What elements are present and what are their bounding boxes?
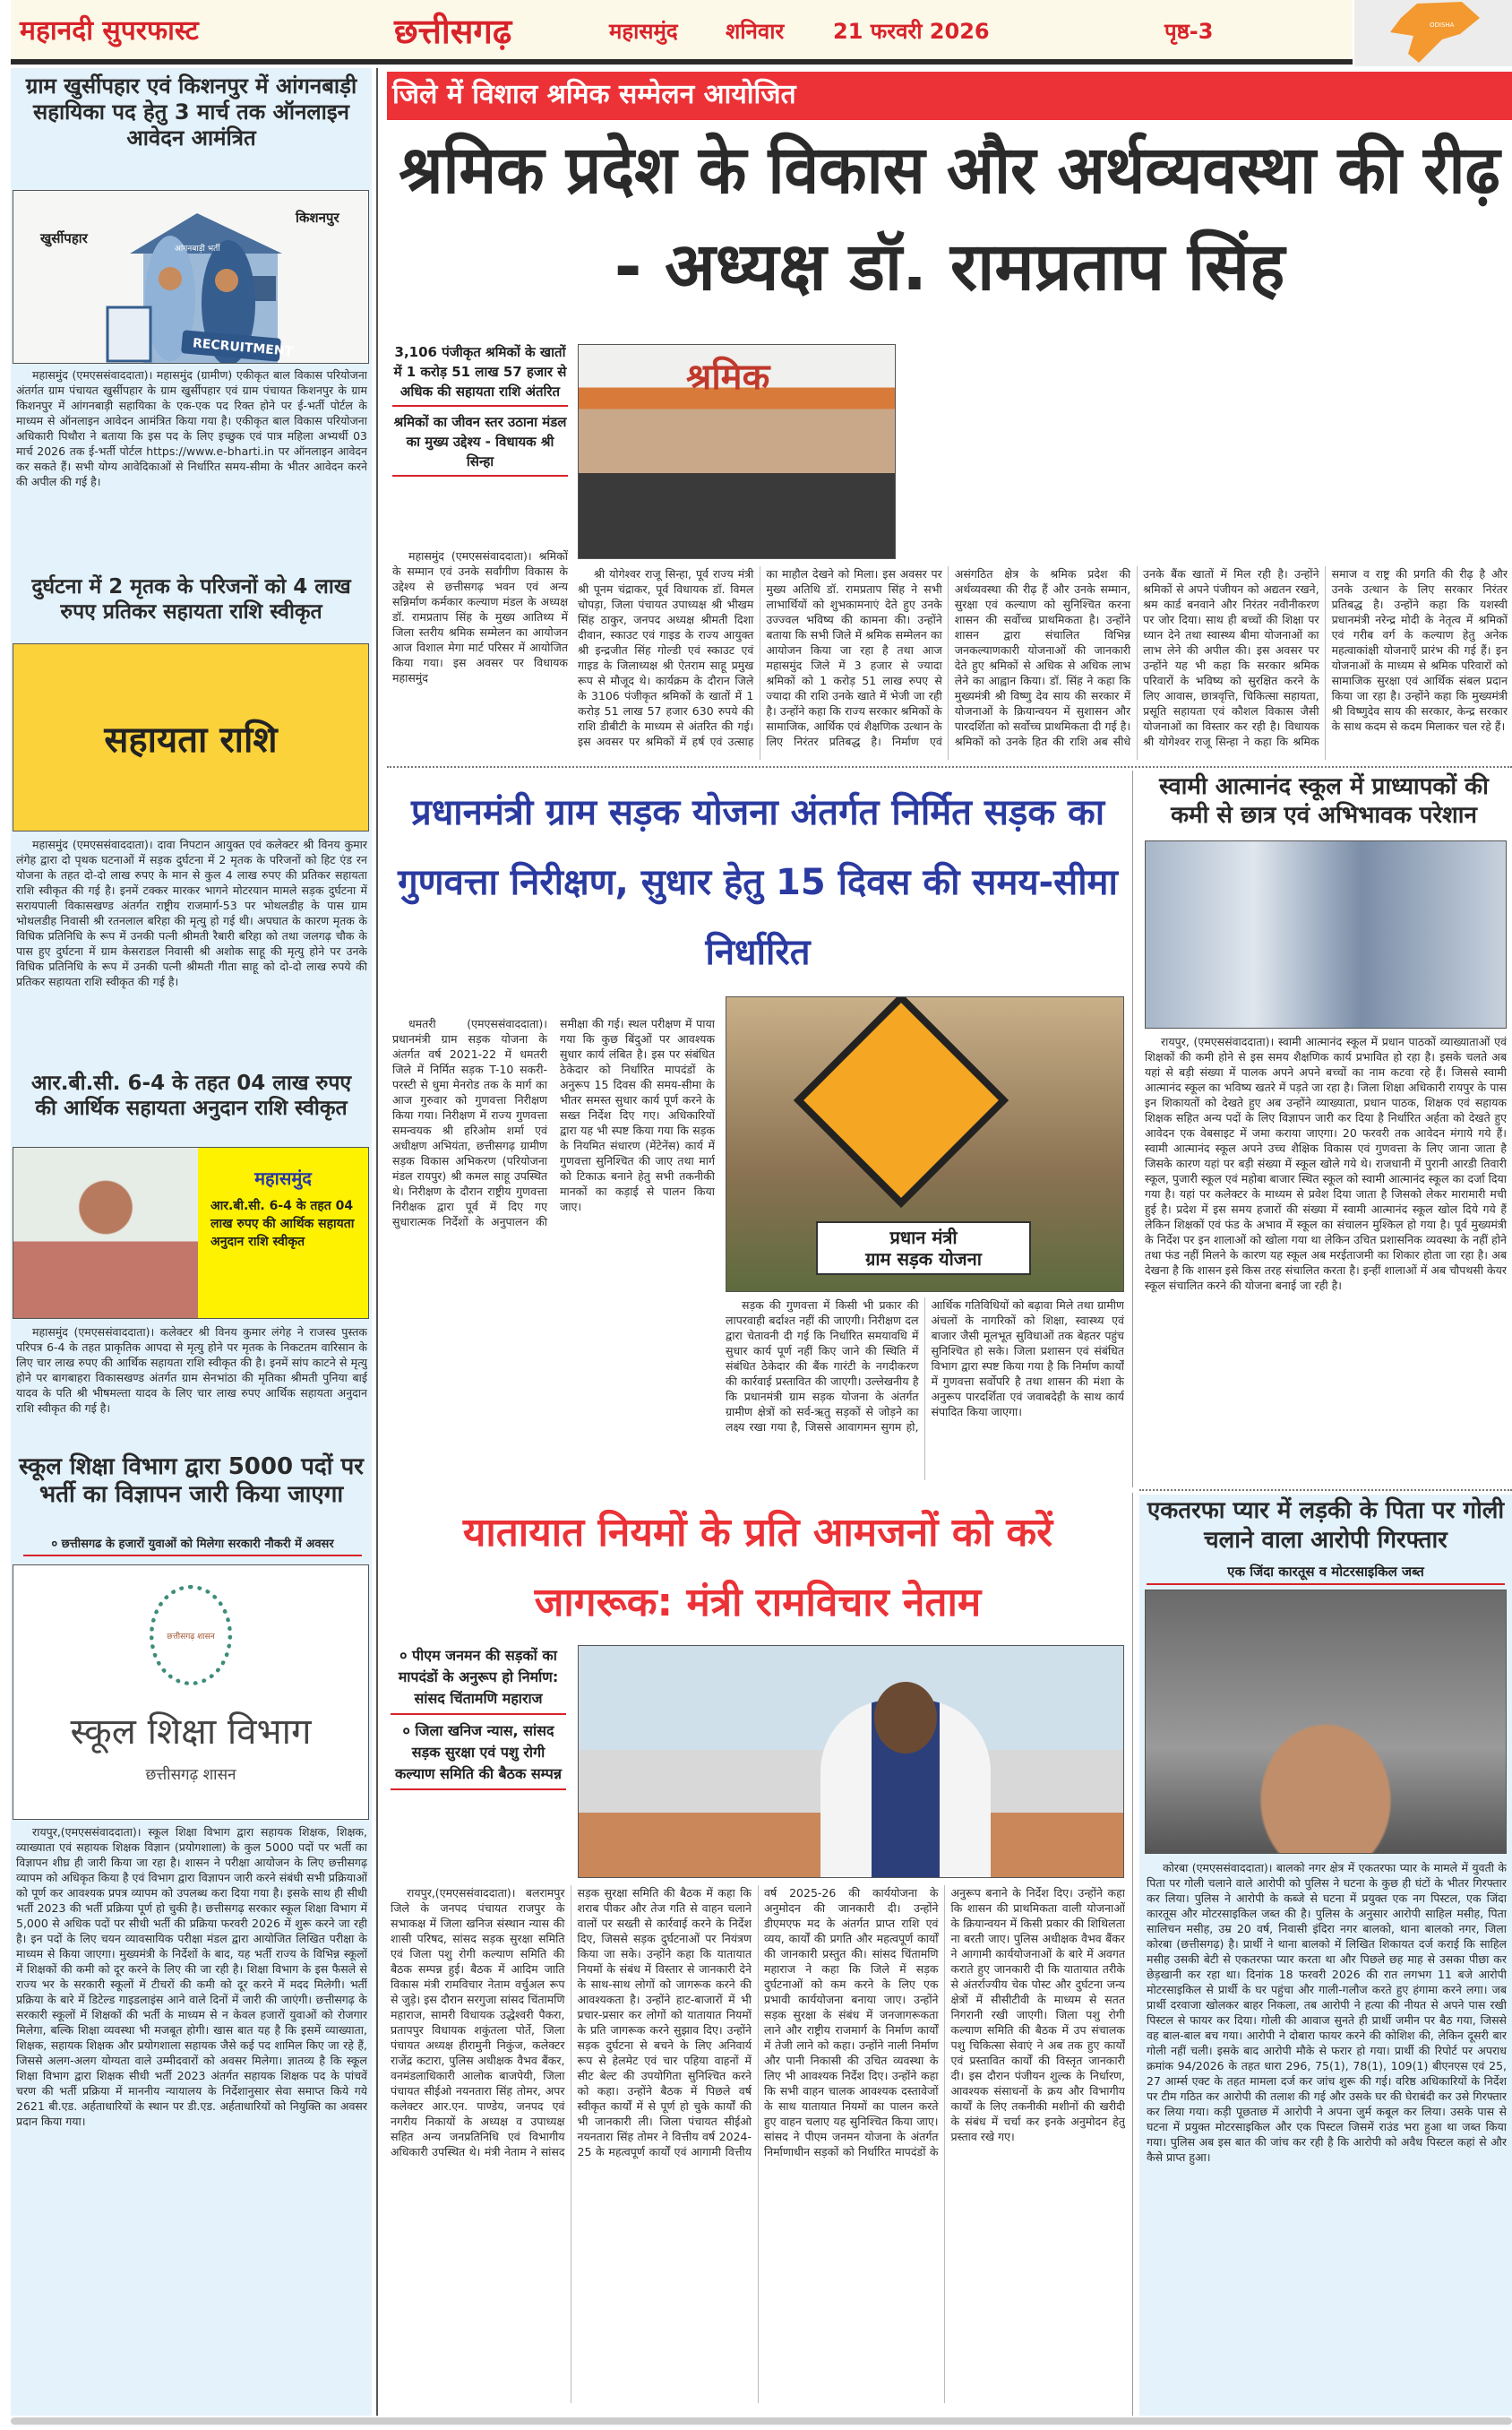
school-dept-title: स्कूल शिक्षा विभाग <box>70 1711 312 1753</box>
section-divider <box>387 766 1512 768</box>
minister-photo <box>578 1645 1124 1878</box>
collector-photo <box>13 1147 369 1319</box>
odisha-map-icon <box>1354 0 1512 66</box>
lead-subhead-2: श्रमिकों का जीवन स्तर उठाना मंडल का मुख्य उद्देश्य - विधायक श्री सिन्हा <box>392 407 568 477</box>
column-divider <box>376 68 378 2416</box>
date: 21 फरवरी 2026 <box>833 19 990 44</box>
newspaper-name: महानदी सुपरफास्ट <box>20 15 199 47</box>
accident-body: महासमुंद (एमएससंवाददाता)। दावा निपटान आयुक्त एवं कलेक्टर श्री विनय कुमार लंगेह द्वारा दो पृथक घटनाओं में सड़क दुर्घटना में 2 मृतक के परिजनों को हिट एंड रन योजना के तहत दो-दो लाख रुपए के मान से कुल 4 लाख रुपए की प्रतिकर सहायता राशि स्वीकृत की गई है। इनमें टक्कर मारकर भागने मोटरयान मामले सड़क दुर्घटना में सरायपाली विकासखण्ड अंतर्गत राष्ट्रीय राजमार्ग-53 पर भोथलडीह के पास ग्राम भोथलडीह निवासी श्री रतनलाल बरिहा की मृत्यु हो गई थी। अपघात के कारण मृतक के विधिक प्रतिनिधि के रूप में उनकी पत्नी श्रीमती रैबारी बरिहा को तथा जलगढ़ चौक के पास हुए दुर्घटना में ग्राम केसराडल निवासी श्री अशोक साहू की मृत्यु होने पर उनके विधिक प्रतिनिधि के रूप में उनकी पत्नी श्रीमती गीता साहू को दो-दो लाख रुपये की प्रतिकर सहायता राशि स्वीकृत की गई है। <box>16 838 367 988</box>
rbc-panel-title: महासमुंद <box>254 1168 312 1189</box>
header-divider <box>11 59 1353 65</box>
lead-subhead-1: 3,106 पंजीकृत श्रमिकों के खातों में 1 करोड़ 51 लाख 57 हजार से अधिक की सहायता राशि अंतरित <box>392 342 568 407</box>
school-recruitment-body: रायपुर,(एमएससंवाददाता)। स्कूल शिक्षा विभाग द्वारा सहायक शिक्षक, शिक्षक, व्याख्याता एवं सहायक शिक्षक विज्ञान (प्रयोगशाला) के कुल 5000 पदों पर भर्ती का विज्ञापन शीघ्र ही जारी किया जा रहा है। शासन ने परीक्षा आयोजन के लिए छत्तीसगढ़ व्यापम को अधिकृत किया है एवं विभाग द्वारा विज्ञापन जारी करने संबंधी सभी प्रक्रियाओं को पूर्ण कर आवश्यक प्रपत्र व्यापम को उपलब्ध करा दिया गया है। इसके साथ ही सीधी भर्ती 2023 की भर्ती प्रक्रिया पूर्ण हो चुकी है। छत्तीसगढ़ सरकार स्कूल शिक्षा विभाग में 5,000 से अधिक पदों पर सीधी भर्ती की प्रक्रिया फरवरी 2026 में शुरू करने जा रही है। इन पदों के लिए चयन व्यावसायिक परीक्षा मंडल द्वारा आयोजित लिखित परीक्षा के माध्यम से किया जाएगा। मुख्यमंत्री के निर्देशों के बाद, यह भर्ती राज्य के विभिन्न स्कूलों में शिक्षकों की कमी को दूर करने के लिए की जा रही है। शिक्षा विभाग के इस फैसले से राज्य भर के सरकारी स्कूलों में टीचरों की कमी को दूर करने में मदद मिलेगी। भर्ती प्रक्रिया के बारे में डिटेल्ड गाइडलाइंस आने वाले दिनों में जारी की जाएंगी। छत्तीसगढ़ के सरकारी स्कूलों में शिक्षकों की भर्ती के माध्यम से न केवल हजारों युवाओं को रोजगार मिलेगा, बल्कि शिक्षा व्यवस्था भी मजबूत होगी। खास बात यह है कि इसमें व्याख्याता, शिक्षक, सहायक शिक्षक और प्रयोगशाला सहायक जैसे कई पद शामिल किए जा रहे हैं, जिससे अलग-अलग योग्यता वाले उम्मीदवारों को अवसर मिलेगा। ज्ञातव्य है कि स्कूल शिक्षा विभाग द्वारा शिक्षक सीधी भर्ती 2023 अंतर्गत सहायक शिक्षक पद के पांचवें चरण की भर्ती प्रक्रिया में माननीय न्यायालय के निर्देशानुसार सेवा समाप्त किये गये 2621 बी.एड. अर्हताधारियों के स्थान पर डी.एड. अर्हताधारियों को नियुक्ति का अवसर प्रदान किया गया। <box>16 1825 367 2128</box>
school-body: रायपुर, (एमएससंवाददाता)। स्वामी आत्मानंद स्कूल में प्रधान पाठकों व्याख्याताओं एवं शिक्षकों की कमी होने से इस समय शैक्षणिक कार्य प्रभावित हो रहा है। इसके चलते अब यहां से बड़ी संख्या में पालक अपने अपने बच्चों का नाम कटवा रहे हैं। जिससे स्वामी आत्मानंद स्कूल का भविष्य खतरे में पड़ते जा रहा है। जिला शिक्षा अधिकारी रायपुर के पास इन शिकायतों को देखते हुए अब उन्होंने व्याख्याता, प्रधान पाठक, शिक्षक एवं सहायक शिक्षक सहित अन्य पदों के लिए विज्ञापन जारी कर दिया है निर्धारित अर्हता को देखते हुए आवेदन एक वेबसाइट में जमा कराया जाएगा। 20 फरवरी तक आवेदन मंगाये गये हैं। स्वामी आत्मानंद स्कूल अपने उच्च शैक्षिक विकास एवं गुणवत्ता के लिए जाना जाता है जिसके कारण यहां पर बड़ी संख्या में स्कूल खोले गये थे। राजधानी में पुरानी आरडी तिवारी स्कूल, पुजारी स्कूल एवं महोबा बाजार स्थित स्कूल को स्वामी आत्मानंद स्कूल का दर्जा दिया गया है। यहां पर कलेक्टर के माध्यम से प्रवेश दिया जाता है जिसको लेकर मारामारी मची हुई है। प्रदेश में इस समय हजारों की संख्या में स्वामी आत्मानंद स्कूल खोल दिये गये हैं लेकिन शिक्षकों एवं फंड के अभाव में स्कूल का संचालन मुश्किल हो गया है। पूर्व मुख्यमंत्री के निर्देश पर इन शालाओं को खोला गया था लेकिन उचित प्रशासनिक व्यवस्था के नहीं होने तथा फंड नहीं मिलने के कारण यह स्कूल अब मरईताजमी का शिकार होता जा रहा है। अब देखना है कि शासन इसे किस तरह संचालित करता है। इन्हीं शालाओं में अब चौपथसी केयर स्कूल संचालित करने की योजना बनाई जा रही है। <box>1145 1035 1507 1292</box>
road-body-2: सड़क की गुणवत्ता में किसी भी प्रकार की लापरवाही बर्दाश्त नहीं की जाएगी। निरीक्षण दल द्वारा चेतावनी दी गई कि निर्धारित समयावधि में सुधार कार्य पूर्ण नहीं किए जाने की स्थिति में संबंधित ठेकेदार की बैंक गारंटी के नगदीकरण की कार्रवाई प्रस्तावित की जाएगी। उल्लेखनीय है कि प्रधानमंत्री ग्राम सड़क योजना के अंतर्गत ग्रामीण क्षेत्रों को सर्व-ऋतु सड़कों से जोड़ने का लक्ष्य रखा गया है, जिससे आवागमन सुगम हो, आर्थिक गतिविधियों को बढ़ावा मिले तथा ग्रामीण अंचलों के नागरिकों को शिक्षा, स्वास्थ्य एवं बाजार जैसी मूलभूत सुविधाओं तक बेहतर पहुंच सुनिश्चित हो सके। जिला प्रशासन एवं संबंधित विभाग द्वारा स्पष्ट किया गया है कि निर्माण कार्यों में गुणवत्ता सर्वोपरि है तथा शासन की मंशा के अनुरूप पारदर्शिता एवं जवाबदेही के साथ कार्य संपादित किया जाएगा। <box>726 1298 1124 1434</box>
traffic-subheads <box>391 1645 566 1790</box>
lead-headline <box>394 125 1505 332</box>
warning-sign-icon <box>794 996 1009 1208</box>
rbc-panel-text: आर.बी.सी. 6-4 के तहत 04 लाख रुपए की आर्थिक सहायता अनुदान राशि स्वीकृत <box>210 1199 355 1249</box>
anganwadi-body: महासमुंद (एमएससंवाददाता)। महासमुंद (ग्रामीण) एकीकृत बाल विकास परियोजना अंतर्गत ग्राम पंचायत खुर्सीपहार के ग्राम खुर्सीपहार एवं ग्राम पंचायत किशनपुर के ग्राम किशनपुर में आंगनबाड़ी सहायिका के एक-एक पद रिक्त होने पर ई-भर्ती पोर्टल के माध्यम से ऑनलाइन आवेदन आमंत्रित किया गया है। एकीकृत बाल विकास परियोजना अधिकारी पिथौरा ने बताया कि इस पद के लिए इच्छुक एवं पात्र महिला अभ्यर्थी 03 मार्च 2026 तक ई-भर्ती पोर्टल https://www.e-bharti.in पर ऑनलाइन आवेदन कर सकते हैं। सभी योग्य आवेदिकाओं से निर्धारित समय-सीमा के भीतर आवेदन करने की अपील की गई है। <box>16 368 367 488</box>
traffic-subhead-1: ० पीएम जनमन की सड़कों का मापदंडों के अनुरूप हो निर्माण: सांसद चिंतामणि महाराज <box>391 1645 566 1715</box>
rbc-headline: आर.बी.सी. 6-4 के तहत 04 लाख रुपए की आर्थिक सहायता अनुदान राशि स्वीकृत <box>30 1072 352 1120</box>
traffic-headline-line1: यातायात नियमों के प्रति आमजनों को करें <box>462 1510 1053 1555</box>
lead-kicker: जिले में विशाल श्रमिक सम्मेलन आयोजित <box>392 79 796 110</box>
assistance-graphic-text: सहायता राशि <box>104 719 278 761</box>
pmgsy-board <box>816 1221 1031 1275</box>
lead-subheads <box>392 342 568 477</box>
column-divider <box>1132 1493 1133 2416</box>
section-divider <box>1139 1489 1512 1491</box>
lead-headline-line1: श्रमिक प्रदेश के विकास और अर्थव्यवस्था की रीढ़ <box>399 132 1500 209</box>
accident-headline: दुर्घटना में 2 मृतक के परिजनों को 4 लाख रुपए प्रतिकर सहायता राशि स्वीकृत <box>31 575 351 624</box>
traffic-body: रायपुर,(एमएससंवाददाता)। बलरामपुर जिले के जनपद पंचायत राजपुर के सभाकक्ष में जिला खनिज संस्थान न्यास की शासी परिषद, सांसद सड़क सुरक्षा समिति एवं जिला पशु रोगी कल्याण समिति की बैठक सम्पन्न हुई। बैठक में आदिम जाति विकास मंत्री रामविचार नेताम वर्चुअल रूप से जुड़े। इस दौरान सरगुजा सांसद चिंतामणि महाराज, सामरी विधायक उद्धेश्वरी पैकरा, प्रतापपुर विधायक शकुंतला पोर्ते, जिला पंचायत अध्यक्ष हीरामुनी निकुंज, कलेक्टर राजेंद्र कटारा, पुलिस अधीक्षक वैभव बैंकर, वनमंडलाधिकारी आलोक बाजपेयी, जिला पंचायत सीईओ नयनतारा सिंह तोमर, अपर कलेक्टर आर.एन. पाण्डेय, जनपद एवं नगरीय निकायों के अध्यक्ष व उपाध्यक्ष सहित अन्य जनप्रतिनिधि एवं विभागीय अधिकारी उपस्थित थे। मंत्री नेताम ने सांसद सड़क सुरक्षा समिति की बैठक में कहा कि शराब पीकर और तेज गति से वाहन चलाने वालों पर सख्ती से कार्रवाई करने के निर्देश दिए, जिससे सड़क दुर्घटनाओं पर नियंत्रण किया जा सके। उन्होंने कहा कि यातायात नियमों के संबंध में विस्तार से जानकारी देने के साथ-साथ लोगों को जागरूक करने की आवश्यकता है। उन्होंने हाट-बाजारों में भी प्रचार-प्रसार कर लोगों को यातायात नियमों के प्रति जागरूक करने सुझाव दिए। उन्होंने सड़क दुर्घटना से बचने के लिए अनिवार्य रूप से हेलमेट एवं चार पहिया वाहनों में सीट बेल्ट की उपयोगिता सुनिश्चित करने को कहा। उन्होंने बैठक में पिछले वर्ष स्वीकृत कार्यों में से पूर्ण हो चुके कार्यों की भी जानकारी ली। जिला पंचायत सीईओ नयनतारा सिंह तोमर ने वित्तीय वर्ष 2024-25 के महत्वपूर्ण कार्यों एवं आगामी वित्तीय वर्ष 2025-26 की कार्ययोजना के अनुमोदन की जानकारी दी। उन्होंने डीएमएफ मद के अंतर्गत प्राप्त राशि एवं व्यय, कार्यों की प्रगति और महत्वपूर्ण कार्यों की जानकारी प्रस्तुत की। सांसद चिंतामणि महाराज ने कहा कि जिले में सड़क दुर्घटनाओं को कम करने के लिए एक प्रभावी कार्ययोजना बनाया जाए। उन्होंने सड़क सुरक्षा के संबंध में जनजागरूकता लाने और राष्ट्रीय राजमार्ग के निर्माण कार्यों में तेजी लाने को कहा। उन्होंने नाली निर्माण और पानी निकासी की उचित व्यवस्था के लिए भी आवश्यक निर्देश दिए। उन्होंने कहा कि सभी वाहन चालक आवश्यक दस्तावेजों के साथ यातायात नियमों का पालन करते हुए वाहन चलाए यह सुनिश्चित किया जाए। सांसद ने पीएम जनमन योजना के अंतर्गत निर्माणाधीन सड़कों को निर्धारित मापदंडों के अनुरूप बनाने के निर्देश दिए। उन्होंने कहा कि शासन की प्राथमिकता वाली योजनाओं के क्रियान्वयन में किसी प्रकार की शिथिलता ना बरती जाए। पुलिस अधीक्षक वैभव बैंकर ने आगामी कार्ययोजनाओं के बारे में अवगत कराते हुए जानकारी दी कि यातायात तरीके से अंतर्राज्यीय चेक पोस्ट और दुर्घटना जन्य क्षेत्रों में सीसीटीवी के माध्यम से सतत निगरानी रखी जाएगी। जिला पशु रोगी कल्याण समिति की बैठक में उप संचालक पशु चिकित्सा सेवाएं ने अब तक हुए कार्यों एवं प्रस्तावित कार्यों की विस्तृत जानकारी दी। इस दौरान पंजीयन शुल्क के निर्धारण, आवश्यक संसाधनों के क्रय और विभागीय कार्यों के लिए तकनीकी मशीनों की खरीदी के संबंध में चर्चा कर इनके अनुमोदन हेतु प्रस्ताव रखे गए। <box>391 1886 1125 2159</box>
page-number: पृष्ठ-3 <box>1164 19 1214 44</box>
cg-emblem-icon <box>150 1585 232 1685</box>
classroom-photo <box>1145 840 1507 1029</box>
collector-image <box>13 1148 198 1318</box>
map-label: ODISHA <box>1430 22 1455 29</box>
road-body-1: धमतरी (एमएससंवाददाता)। प्रधानमंत्री ग्राम सड़क योजना के अंतर्गत वर्ष 2021-22 में धमतरी जिले में निर्मित सड़क T-10 सकरी-परस्टी से धुमा मेनरोड तक के मार्ग का आज गुरुवार को गुणवत्ता निरीक्षण किया गया। निरीक्षण में राज्य गुणवत्ता समन्वयक श्री हरिओम शर्मा एवं अधीक्षण अभियंता, छत्तीसगढ़ ग्रामीण सड़क विकास अभिकरण (परियोजना मंडल रायपुर) श्री कमल साहू उपस्थित थे। निरीक्षण के दौरान राष्ट्रीय गुणवत्ता निरीक्षक द्वारा पूर्व में दिए गए सुधारात्मक निर्देशों के अनुपालन की समीक्षा की गई। स्थल परीक्षण में पाया गया कि कुछ बिंदुओं पर आवश्यक सुधार कार्य लंबित है। इस पर संबंधित ठेकेदार को निर्धारित मापदंडों के अनुरूप 15 दिवस की समय-सीमा के भीतर समस्त सुधार कार्य पूर्ण करने के सख्त निर्देश दिए गए। अधिकारियों द्वारा यह भी स्पष्ट किया गया कि सड़क के नियमित संधारण (मेंटेनेंस) कार्य में गुणवत्ता सुनिश्चित की जाए तथा मार्ग को टिकाऊ बनाने हेतु सभी तकनीकी मानकों का कड़ाई से पालन किया जाए। <box>392 1017 715 1228</box>
crime-body: कोरबा (एमएससंवाददाता)। बालको नगर क्षेत्र में एकतरफा प्यार के मामले में युवती के पिता पर गोली चलाने वाले आरोपी को पुलिस ने घटना के कुछ ही घंटों के भीतर गिरफ्तार कर लिया। पुलिस ने आरोपी के कब्जे से घटना में प्रयुक्त एक नग पिस्टल, एक जिंदा कारतूस और मोटरसाइकिल जब्त की है। पुलिस के अनुसार आरोपी साहिल मसीह, पिता सालिचन मसीह, उम्र 20 वर्ष, निवासी इंदिरा नगर बालको, थाना बालको नगर, जिला कोरबा (छत्तीसगढ़) है। प्रार्थी ने थाना बालको में लिखित शिकायत दर्ज कराई कि साहिल मसीह उसकी बेटी से एकतरफा प्यार करता था और पिछले छह माह से उसका पीछा कर छेड़खानी कर रहा था। दिनांक 18 फरवरी 2026 की रात लगभग 11 बजे आरोपी मोटरसाइकिल से प्रार्थी के घर पहुंचा और गाली-गलौज करते हुए हंगामा करने लगा। जब प्रार्थी दरवाजा खोलकर बाहर निकला, तब आरोपी ने हत्या की नीयत से अपने पास रखी पिस्टल से फायर कर दिया। गोली की आवाज सुनते ही प्रार्थी जमीन पर बैठ गया, जिससे वह बाल-बाल बच गया। आरोपी ने दोबारा फायर करने की कोशिश की, लेकिन दूसरी बार गोली नहीं चली। इसके बाद आरोपी मौके से फरार हो गया। प्रार्थी की रिपोर्ट पर अपराध क्रमांक 94/2026 के तहत धारा 296, 75(1), 78(1), 109(1) बीएनएस एवं 25, 27 आर्म्स एक्ट के तहत मामला दर्ज कर जांच शुरू की गई। वरिष्ठ अधिकारियों के निर्देश पर टीम गठित कर आरोपी की तलाश की गई और उसके घर की घेराबंदी कर उसे गिरफ्तार कर लिया गया। कड़ी पूछताछ में आरोपी ने अपना जुर्म कबूल कर लिया। उसके पास से घटना में प्रयुक्त मोटरसाइकिल और एक पिस्टल जिसमें राउंड भरा हुआ था जब्त किया गया। पुलिस अब इस बात की जांच कर रही है कि आरोपी को अवैध पिस्टल कहां से और कैसे प्राप्त हुआ। <box>1147 1861 1507 2164</box>
emblem-text: छत्तीसगढ़ शासन <box>167 1632 215 1642</box>
assistance-graphic <box>13 643 369 832</box>
sign-line-1: प्रधान मंत्री <box>889 1227 958 1248</box>
school-recruitment-subhead: ० छत्तीसगढ के हजारों युवाओं को मिलेगा सरकारी नौकरी में अवसर <box>23 1538 362 1556</box>
day: शनिवार <box>726 19 785 44</box>
crime-headline: एकतरफा प्यार में लड़की के पिता पर गोली चलाने वाला आरोपी गिरफ्तार <box>1147 1497 1505 1554</box>
rbc-panel <box>198 1148 368 1318</box>
pmgsy-sign-photo <box>726 996 1124 1292</box>
lead-photo <box>578 344 896 559</box>
school-dept-sub: छत्तीसगढ़ शासन <box>145 1766 236 1784</box>
footer-bar <box>11 2417 1512 2425</box>
minister-head <box>874 1682 937 1754</box>
sign-label: आंगनबाड़ी भर्ती <box>175 245 220 254</box>
traffic-subhead-2: ० जिला खनिज न्यास, सांसद सड़क सुरक्षा एवं पशु रोगी कल्याण समिति की बैठक सम्पन्न <box>391 1715 566 1790</box>
city: महासमुंद <box>609 19 678 44</box>
anganwadi-headline: ग्राम खुर्सीपहार एवं किशनपुर में आंगनबाड़ी सहायिका पद हेतु 3 मार्च तक ऑनलाइन आवेदन आमंत्रित <box>25 73 357 151</box>
lead-body: श्री योगेश्वर राजू सिन्हा, पूर्व राज्य मंत्री श्री पूनम चंद्राकर, पूर्व विधायक डॉ. विमल चोपड़ा, जिला पंचायत उपाध्यक्ष श्री भीखम सिंह ठाकुर, जनपद अध्यक्ष श्रीमती दिशा दीवान, स्काउट एवं गाइड के राज्य आयुक्त श्री इन्द्रजीत सिंह गोल्डी एवं स्काउट एवं गाइड के जिलाध्यक्ष श्री ऐतराम साहू प्रमुख रूप से मौजूद थे। कार्यक्रम के दौरान जिले के 3106 पंजीकृत श्रमिकों के खातों में 1 करोड़ 51 लाख 57 हजार 630 रुपये की राशि डीबीटी के माध्यम से अंतरित की गई। इस अवसर पर श्रमिकों में हर्ष एवं उत्साह का माहौल देखने को मिला। इस अवसर पर मुख्य अतिथि डॉ. रामप्रताप सिंह ने सभी लाभार्थियों को शुभकामनाएं देते हुए उनके उज्ज्वल भविष्य की कामना की। उन्होंने बताया कि सभी जिले में श्रमिक सम्मेलन का आयोजन किया जा रहा है तथा आज महासमुंद जिले में 3 हजार से ज्यादा श्रमिकों को 1 करोड़ 51 लाख रुपए से ज्यादा की राशि उनके खाते में भेजी जा रही है। उन्होंने कहा कि राज्य सरकार श्रमिकों के सामाजिक, आर्थिक एवं शैक्षणिक उत्थान के लिए निरंतर प्रतिबद्ध है। निर्माण एवं असंगठित क्षेत्र के श्रमिक प्रदेश की अर्थव्यवस्था की रीढ़ हैं और उनके सम्मान, सुरक्षा एवं कल्याण को सुनिश्चित करना शासन की सर्वोच्च प्राथमिकता है। उन्होंने शासन द्वारा संचालित विभिन्न जनकल्याणकारी योजनाओं की जानकारी देते हुए श्रमिकों से अधिक से अधिक लाभ लेने का आह्वान किया। डॉ. सिंह ने कहा कि मुख्यमंत्री श्री विष्णु देव साय की सरकार में योजनाओं के क्रियान्वयन में सुशासन और पारदर्शिता को सर्वोच्च प्राथमिकता दी गई है। श्रमिकों को उनके हित की राशि अब सीधे उनके बैंक खातों में मिल रही है। उन्होंने श्रमिकों से अपने पंजीयन को अद्यतन रखने, श्रम कार्ड बनवाने और निरंतर नवीनीकरण पर जोर दिया। साथ ही बच्चों की शिक्षा पर ध्यान देने तथा स्वास्थ्य बीमा योजनाओं का लाभ लेने की अपील की। इस अवसर पर उन्होंने यह भी कहा कि सरकार श्रमिक परिवारों के भविष्य को सुरक्षित करने के लिए आवास, छात्रवृत्ति, चिकित्सा सहायता, प्रसूति सहायता एवं कौशल विकास जैसी योजनाओं का विस्तार कर रही है। विधायक श्री योगेश्वर राजू सिन्हा ने कहा कि श्रमिक समाज व राष्ट्र की प्रगति की रीढ़ है और उनके उत्थान के लिए सरकार निरंतर प्रतिबद्ध है। उन्होंने कहा कि यशस्वी प्रधानमंत्री नरेन्द्र मोदी के नेतृत्व में श्रमिकों एवं गरीब वर्ग के कल्याण हेतु अनेक महत्वाकांक्षी योजनाएँ प्रारंभ की गई हैं। इन योजनाओं के माध्यम से श्रमिक परिवारों को सामाजिक सुरक्षा एवं आर्थिक संबल प्रदान किया जा रहा है। उन्होंने कहा कि मुख्यमंत्री श्री विष्णुदेव साय की सरकार, केन्द्र सरकार के साथ कदम से कदम मिलाकर चल रहे हैं। <box>578 567 1508 748</box>
section-name: छत्तीसगढ़ <box>394 12 512 51</box>
school-headline: स्वामी आत्मानंद स्कूल में प्राध्यापकों की कमी से छात्र एवं अभिभावक परेशान <box>1159 773 1489 829</box>
school-recruitment-headline: स्कूल शिक्षा विभाग द्वारा 5000 पदों पर भर्ती का विज्ञापन जारी किया जाएगा <box>19 1453 364 1509</box>
lead-body-intro: महासमुंद (एमएससंवाददाता)। श्रमिकों के सम्मान एवं उनके सर्वांगीण विकास के उद्देश्य से छत्तीसगढ़ भवन एवं अन्य सन्निर्माण कर्मकार कल्याण मंडल के अध्यक्ष डॉ. रामप्रताप सिंह के मुख्य आतिथ्य में जिला स्तरीय श्रमिक सम्मेलन का आयोजन आज विशाल मेगा मार्ट परिसर में आयोजित किया गया। इस अवसर पर विधायक महासमुंद <box>392 549 568 685</box>
place-label-right: किशनपुर <box>296 210 339 226</box>
traffic-headline-line2: जागरूक: मंत्री रामविचार नेताम <box>534 1580 982 1625</box>
lead-headline-line2: - अध्यक्ष डॉ. रामप्रताप सिंह <box>614 228 1285 306</box>
rbc-body: महासमुंद (एमएससंवाददाता)। कलेक्टर श्री विनय कुमार लंगेह ने राजस्व पुस्तक परिपत्र 6-4 के तहत प्राकृतिक आपदा से मृत्यु होने पर मृतक के निकटतम वारिसान के लिए चार लाख रुपए की आर्थिक सहायता राशि स्वीकृत की है। इनमें सांप काटने से मृत्यु होने पर बागबाहरा विकासखण्ड अंतर्गत ग्राम सेनभांठा की मृतिका श्रीमती पुनिया बाई यादव के पति श्री भीषमल्ता यादव के लिए चार लाख रुपए आर्थिक सहायता अनुदान राशि स्वीकृत की गई है। <box>16 1325 367 1415</box>
road-headline: प्रधानमंत्री ग्राम सड़क योजना अंतर्गत निर्मित सड़क का गुणवत्ता निरीक्षण, सुधार हेतु 15 दिवस की समय-सीमा निर्धारित <box>398 792 1118 973</box>
handcuffs-photo <box>1145 1590 1507 1854</box>
recruitment-label: RECRUITMENT <box>192 336 294 360</box>
school-dept-graphic <box>13 1564 369 1820</box>
sign-line-2: ग्राम सड़क योजना <box>865 1248 982 1270</box>
crime-subhead: एक जिंदा कारतूस व मोटरसाइकिल जब्त <box>1147 1563 1505 1585</box>
place-label-left: खुर्सीपहार <box>40 230 88 246</box>
column-divider <box>1132 771 1133 1487</box>
traffic-headline <box>391 1498 1125 1642</box>
lead-photo-banner: श्रमिक <box>686 357 770 398</box>
masthead <box>11 0 1353 59</box>
anganwadi-illustration <box>13 190 369 364</box>
